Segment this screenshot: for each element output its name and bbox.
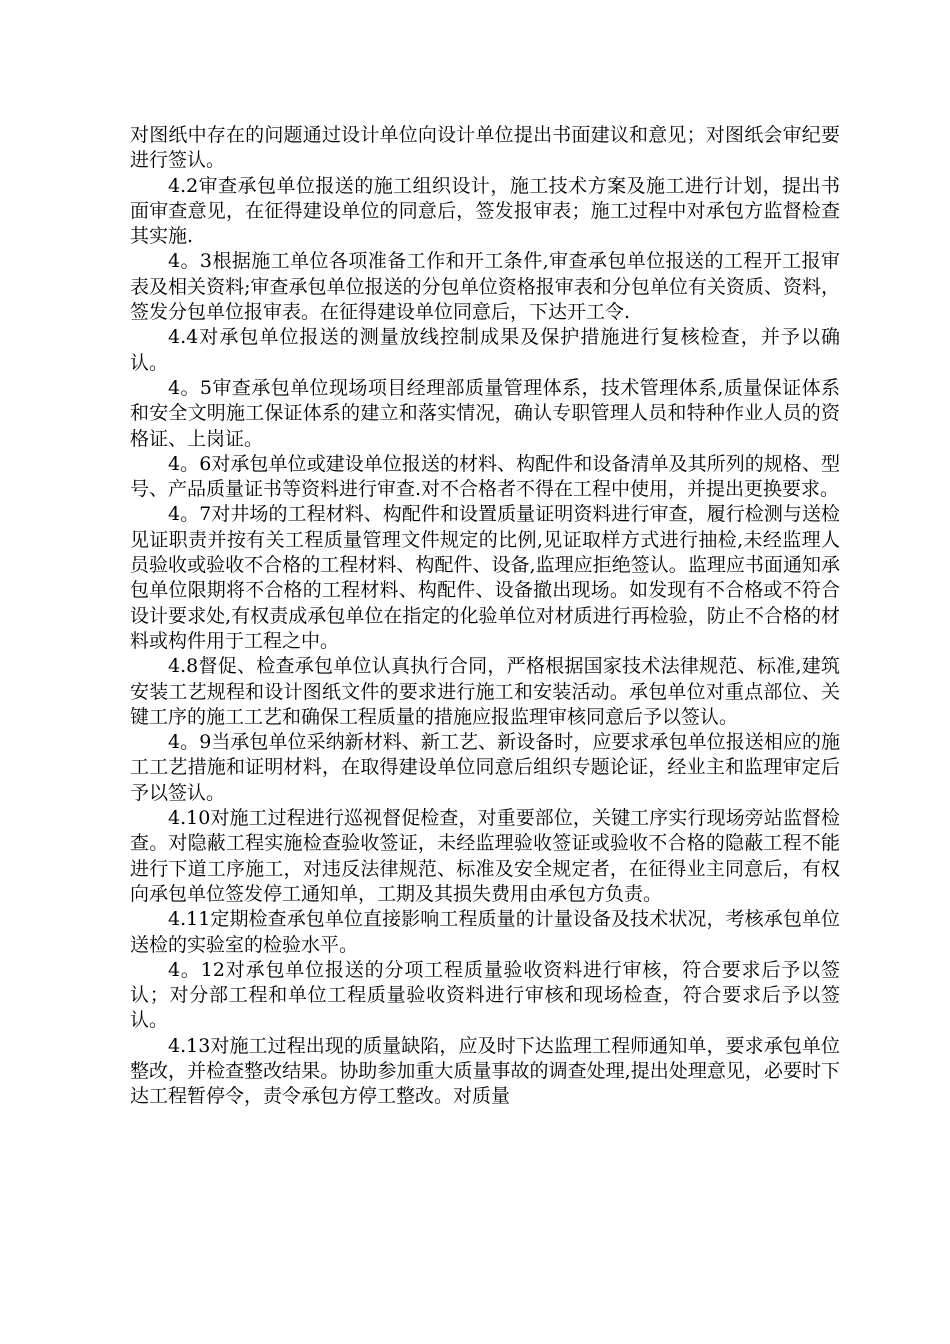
paragraph-4-3: 4。3根据施工单位各项准备工作和开工条件,审查承包单位报送的工程开工报审表及相关资料;审查承包单位报送的分包单位资格报审表和分包单位有关资质、资料，签发分包单位报审表。在征得建设单位同意后，下达开工令. (130, 250, 840, 324)
paragraph-4-5: 4。5审查承包单位现场项目经理部质量管理体系，技术管理体系,质量保证体系和安全文明施工保证体系的建立和落实情况，确认专职管理人员和特种作业人员的资格证、上岗证。 (130, 376, 840, 450)
paragraph-4-9: 4。9当承包单位采纳新材料、新工艺、新设备时，应要求承包单位报送相应的施工工艺措施和证明材料，在取得建设单位同意后组织专题论证，经业主和监理审定后予以签认。 (130, 731, 840, 804)
paragraph-4-4: 4.4对承包单位报送的测量放线控制成果及保护措施进行复核检查，并予以确认。 (130, 326, 840, 374)
paragraph-4-8: 4.8督促、检查承包单位认真执行合同，严格根据国家技术法律规范、标准,建筑安装工艺规程和设计图纸文件的要求进行施工和安装活动。承包单位对重点部位、关键工序的施工工艺和确保工程质量的措施应报监理审核同意后予以签认。 (130, 655, 840, 728)
paragraph-4-11: 4.11定期检查承包单位直接影响工程质量的计量设备及技术状况，考核承包单位送检的实验室的检验水平。 (130, 908, 840, 956)
paragraph-4-10: 4.10对施工过程进行巡视督促检查，对重要部位，关键工序实行现场旁站监督检查。对隐蔽工程实施检查验收签证，未经监理验收签证或验收不合格的隐蔽工程不能进行下道工序施工，对违反法律规范、标准及安全规定者，在征得业主同意后，有权向承包单位签发停工通知单，工期及其损失费用由承包方负责。 (130, 807, 840, 905)
paragraph-4-12: 4。12对承包单位报送的分项工程质量验收资料进行审核，符合要求后予以签认；对分部工程和单位工程质量验收资料进行审核和现场检查，符合要求后予以签认。 (130, 958, 840, 1032)
paragraph-4-6: 4。6对承包单位或建设单位报送的材料、构配件和设备清单及其所列的规格、型号、产品质量证书等资料进行审查.对不合格者不得在工程中使用，并提出更换要求。 (130, 452, 840, 501)
paragraph-4-7: 4。7对井场的工程材料、构配件和设置质量证明资料进行审查，履行检测与送检见证职责并按有关工程质量管理文件规定的比例,见证取样方式进行抽检,未经监理人员验收或验收不合格的工程材料、构配件、设备,监理应拒绝签认。监理应书面通知承包单位限期将不合格的工程材料、构配件、设备撤出现场。如发现有不合格或不符合设计要求处,有权责成承包单位在指定的化验单位对材质进行再检验，防止不合格的材料或构件用于工程之中。 (130, 503, 840, 652)
document-body (130, 123, 840, 1110)
paragraph-4-13: 4.13对施工过程出现的质量缺陷，应及时下达监理工程师通知单，要求承包单位整改，并检查整改结果。协助参加重大质量事故的调查处理,提出处理意见，必要时下达工程暂停令，责令承包方停工整改。对质量 (130, 1034, 840, 1108)
paragraph-4-2: 4.2审查承包单位报送的施工组织设计，施工技术方案及施工进行计划，提出书面审查意见，在征得建设单位的同意后，签发报审表；施工过程中对承包方监督检查其实施. (130, 174, 840, 248)
paragraph-continuation: 对图纸中存在的问题通过设计单位向设计单位提出书面建议和意见；对图纸会审纪要进行签认。 (130, 124, 840, 172)
